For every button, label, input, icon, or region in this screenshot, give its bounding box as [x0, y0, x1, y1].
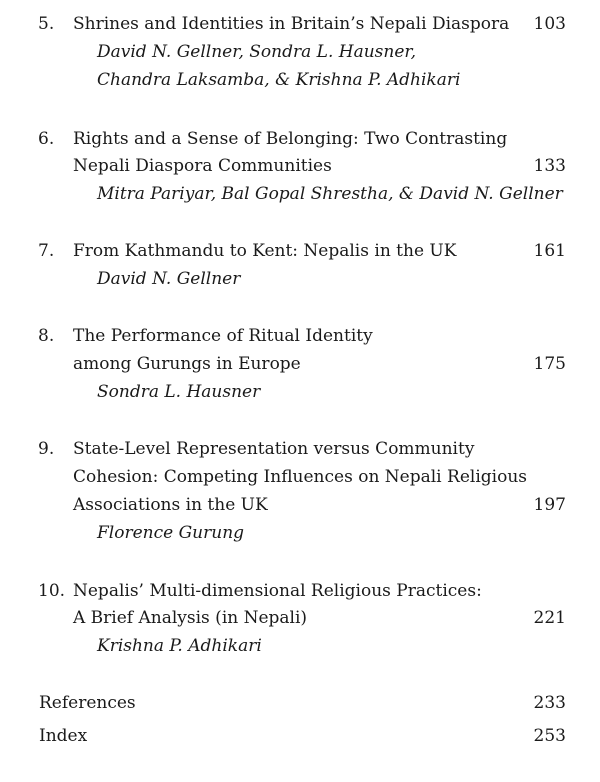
toc-entry-title-line	[0, 10, 600, 38]
toc-entry-author-line	[0, 632, 600, 660]
toc-references	[0, 689, 600, 717]
toc-entry-title-line	[0, 237, 600, 265]
page-number: 103	[533, 14, 566, 34]
chapter-authors: Chandra Laksamba, & Krishna P. Adhikari	[97, 70, 461, 90]
toc-entry-title-line	[0, 435, 600, 463]
chapter-number: 9.	[38, 439, 55, 459]
chapter-title: A Brief Analysis (in Nepali)	[73, 608, 308, 628]
toc-entry-title-line	[0, 152, 600, 180]
toc-entry-author-line	[0, 378, 600, 406]
chapter-title: State-Level Representation versus Community	[73, 439, 475, 459]
chapter-title: The Performance of Ritual Identity	[73, 326, 373, 346]
chapter-number: 6.	[38, 129, 55, 149]
toc-entry-title-line	[0, 322, 600, 350]
chapter-authors: Florence Gurung	[97, 523, 245, 543]
toc-entry-title-line	[0, 125, 600, 153]
chapter-title: Nepalis’ Multi-dimensional Religious Practices:	[73, 581, 482, 601]
chapter-title: Associations in the UK	[73, 495, 268, 515]
chapter-title: Shrines and Identities in Britain’s Nepali Diaspora	[73, 14, 510, 34]
toc-entry-title-line	[0, 604, 600, 632]
page-number: 233	[533, 693, 566, 713]
toc-entry-title-line	[0, 577, 600, 605]
toc-entry-author-line	[0, 38, 600, 66]
chapter-authors: Sondra L. Hausner	[97, 382, 261, 402]
toc-entry-author-line	[0, 66, 600, 94]
chapter-authors: Mitra Pariyar, Bal Gopal Shrestha, & David N. Gellner	[97, 184, 563, 204]
chapter-title: Nepali Diaspora Communities	[73, 156, 332, 176]
page-number: 161	[533, 241, 566, 261]
chapter-title: among Gurungs in Europe	[73, 354, 301, 374]
chapter-number: 5.	[38, 14, 55, 34]
toc-index	[0, 722, 600, 750]
chapter-title: Cohesion: Competing Influences on Nepali Religious	[73, 467, 527, 487]
page-number: 133	[533, 156, 566, 176]
page-number: 253	[533, 726, 566, 746]
chapter-number: 8.	[38, 326, 55, 346]
chapter-title: Rights and a Sense of Belonging: Two Contrasting	[73, 129, 508, 149]
chapter-authors: David N. Gellner	[97, 269, 241, 289]
index-label: Index	[39, 726, 88, 746]
toc-entry-title-line	[0, 350, 600, 378]
page-number: 197	[533, 495, 566, 515]
chapter-authors: Krishna P. Adhikari	[97, 636, 262, 656]
toc-entry-title-line	[0, 491, 600, 519]
chapter-number: 10.	[38, 581, 66, 601]
page-number: 221	[533, 608, 566, 628]
chapter-number: 7.	[38, 241, 55, 261]
chapter-authors: David N. Gellner, Sondra L. Hausner,	[97, 42, 417, 62]
page-number: 175	[533, 354, 566, 374]
chapter-title: From Kathmandu to Kent: Nepalis in the UK	[73, 241, 457, 261]
toc-entry-author-line	[0, 519, 600, 547]
toc-entry-title-line	[0, 463, 600, 491]
references-label: References	[39, 693, 136, 713]
toc-entry-author-line	[0, 265, 600, 293]
toc-entry-author-line	[0, 180, 600, 208]
